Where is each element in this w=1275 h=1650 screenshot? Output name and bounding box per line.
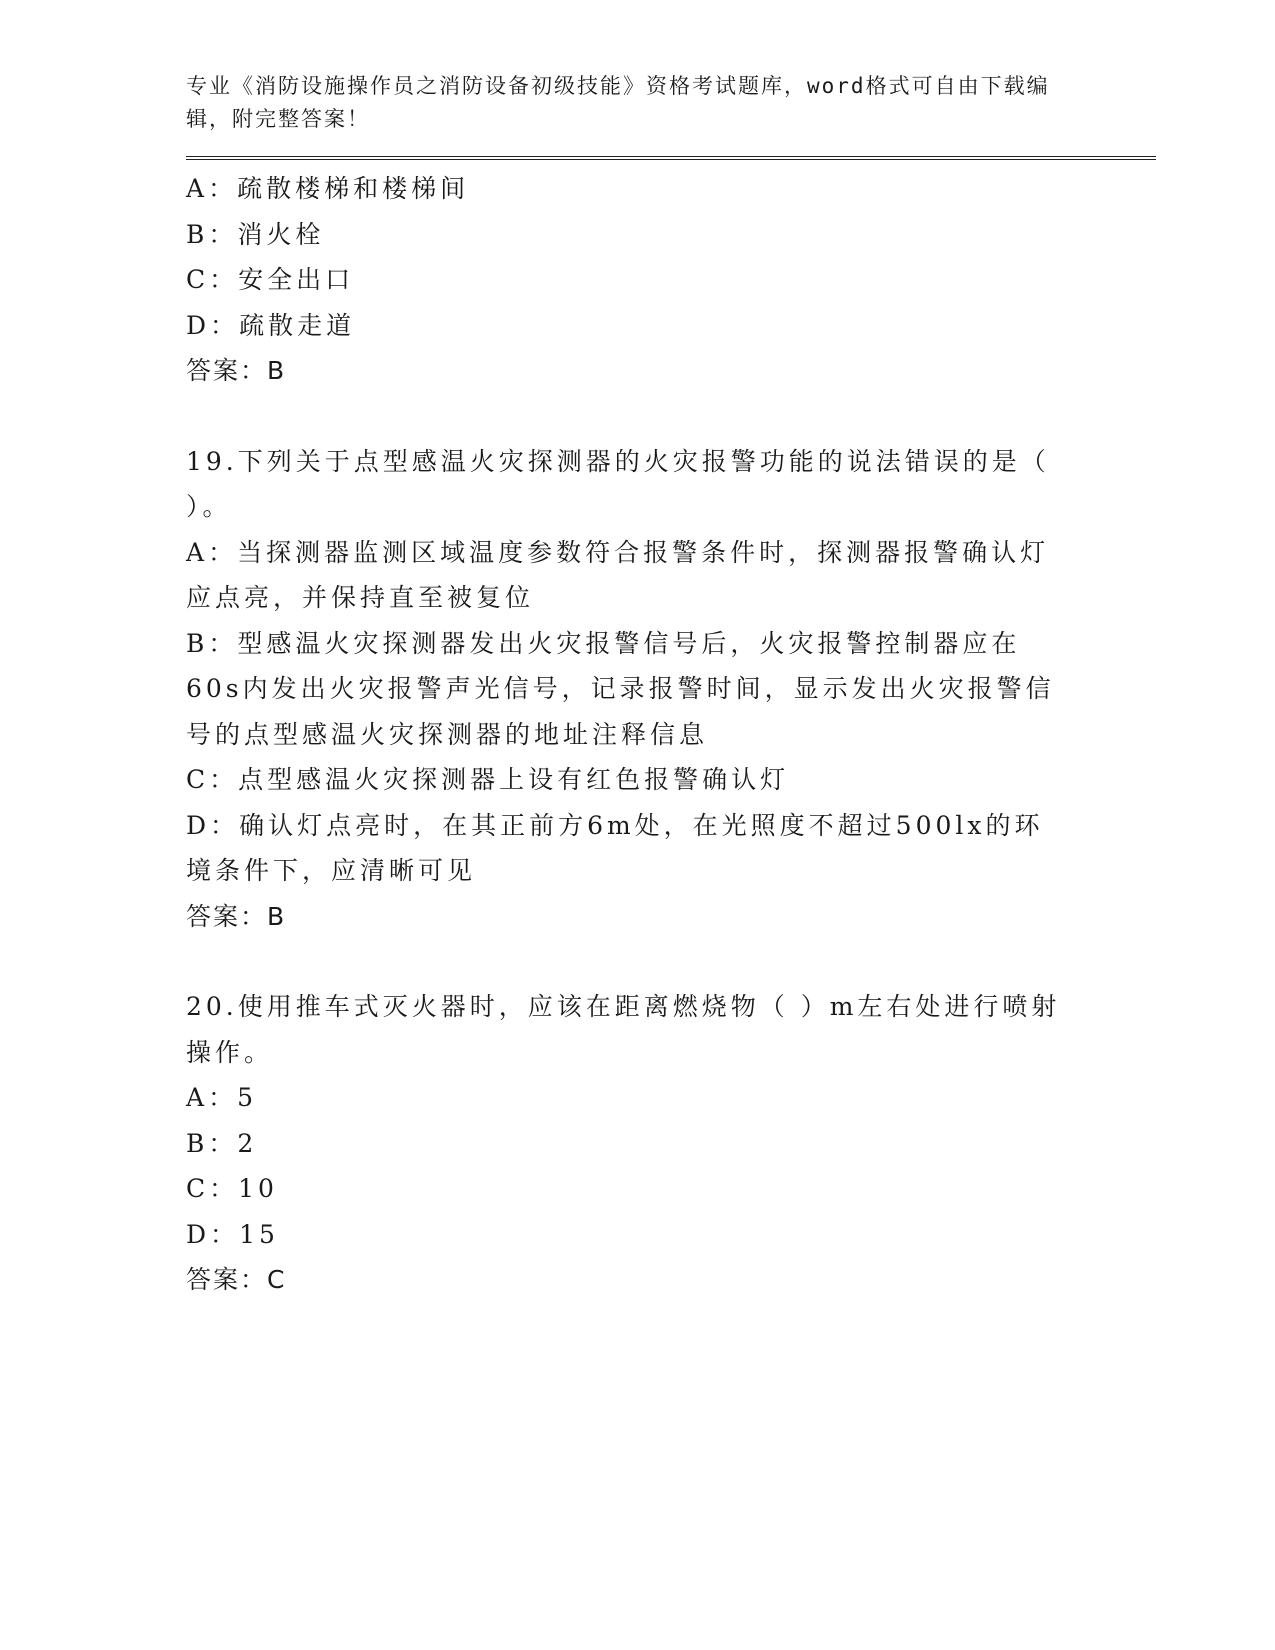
answer-line: 答案：C <box>186 1265 287 1294</box>
option-d: D：疏散走道 <box>186 310 356 340</box>
question-content <box>186 166 1066 1303</box>
option-a: A：当探测器监测区域温度参数符合报警条件时，探测器报警确认灯应点亮，并保持直至被复位 <box>186 537 1050 612</box>
option-b: B：2 <box>186 1128 258 1158</box>
option-c: C：点型感温火灾探测器上设有红色报警确认灯 <box>186 765 790 794</box>
question-stem: 19.下列关于点型感温火灾探测器的火灾报警功能的说法错误的是（ ）。 <box>186 446 1050 521</box>
option-d: D：确认灯点亮时，在其正前方6m处，在光照度不超过500lx的环境条件下，应清晰可见 <box>186 810 1044 885</box>
option-b: B：消火栓 <box>186 219 325 249</box>
option-c: C：安全出口 <box>186 265 355 294</box>
question-20 <box>186 984 1066 1303</box>
option-d: D：15 <box>186 1219 279 1249</box>
document-header: 专业《消防设施操作员之消防设备初级技能》资格考试题库，word格式可自由下载编辑，附完整答案！ <box>186 74 1050 131</box>
header-divider <box>186 156 1156 160</box>
answer-line: 答案：B <box>186 901 287 931</box>
question-stem: 20.使用推车式灭火器时，应该在距离燃烧物（ ）m左右处进行喷射操作。 <box>186 992 1061 1067</box>
spacer <box>186 939 1066 984</box>
question-19 <box>186 439 1066 940</box>
option-b: B：型感温火灾探测器发出火灾报警信号后，火灾报警控制器应在60s内发出火灾报警声光信号，记录报警时间，显示发出火灾报警信号的点型感温火灾探测器的地址注释信息 <box>186 628 1055 749</box>
option-a: A：疏散楼梯和楼梯间 <box>186 174 470 203</box>
option-a: A：5 <box>186 1083 257 1112</box>
option-c: C：10 <box>186 1174 278 1203</box>
answer-line: 答案：B <box>186 356 287 385</box>
document-page <box>186 70 1156 1303</box>
spacer <box>186 394 1066 439</box>
question-18 <box>186 166 1066 394</box>
